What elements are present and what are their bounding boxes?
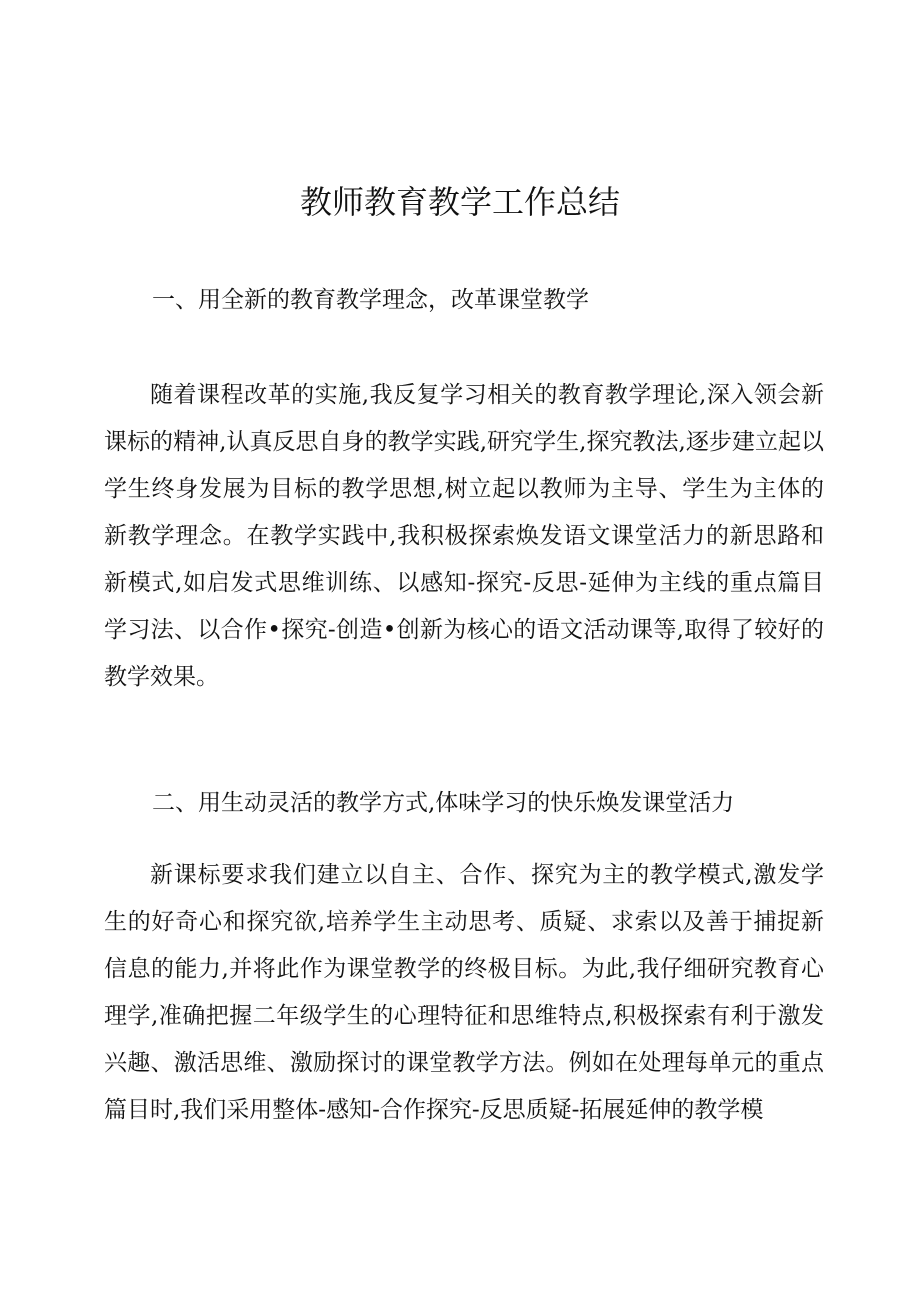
section-2-paragraph: 新课标要求我们建立以自主、合作、探究为主的教学模式,激发学生的好奇心和探究欲,培养学生主动思考、质疑、求索以及善于捕捉新信息的能力,并将此作为课堂教学的终极目标。为此,我仔细研究教育心理学,准确把握二年级学生的心理特征和思维特点,积极探索有利于激发兴趣、激活思维、激励探讨的课堂教学方法。例如在处理每单元的重点篇目时,我们采用整体-感知-合作探究-反思质疑-拓展延伸的教学模: [104, 862, 824, 1123]
section-1-heading: 一、用全新的教育教学理念，改革课堂教学: [152, 287, 589, 313]
section-1-paragraph: 随着课程改革的实施,我反复学习相关的教育教学理论,深入领会新课标的精神,认真反思自身的教学实践,研究学生,探究教法,逐步建立起以学生终身发展为目标的教学思想,树立起以教师为主导、学生为主体的新教学理念。在教学实践中,我积极探索焕发语文课堂活力的新思路和新模式,如启发式思维训练、以感知-探究-反思-延伸为主线的重点篇目学习法、以合作•探究-创造•创新为核心的语文活动课等,取得了较好的教学效果。: [104, 382, 824, 690]
document-title: 教师教育教学工作总结: [299, 183, 620, 221]
section-2-heading: 二、用生动灵活的教学方式,体味学习的快乐焕发课堂活力: [152, 790, 735, 816]
